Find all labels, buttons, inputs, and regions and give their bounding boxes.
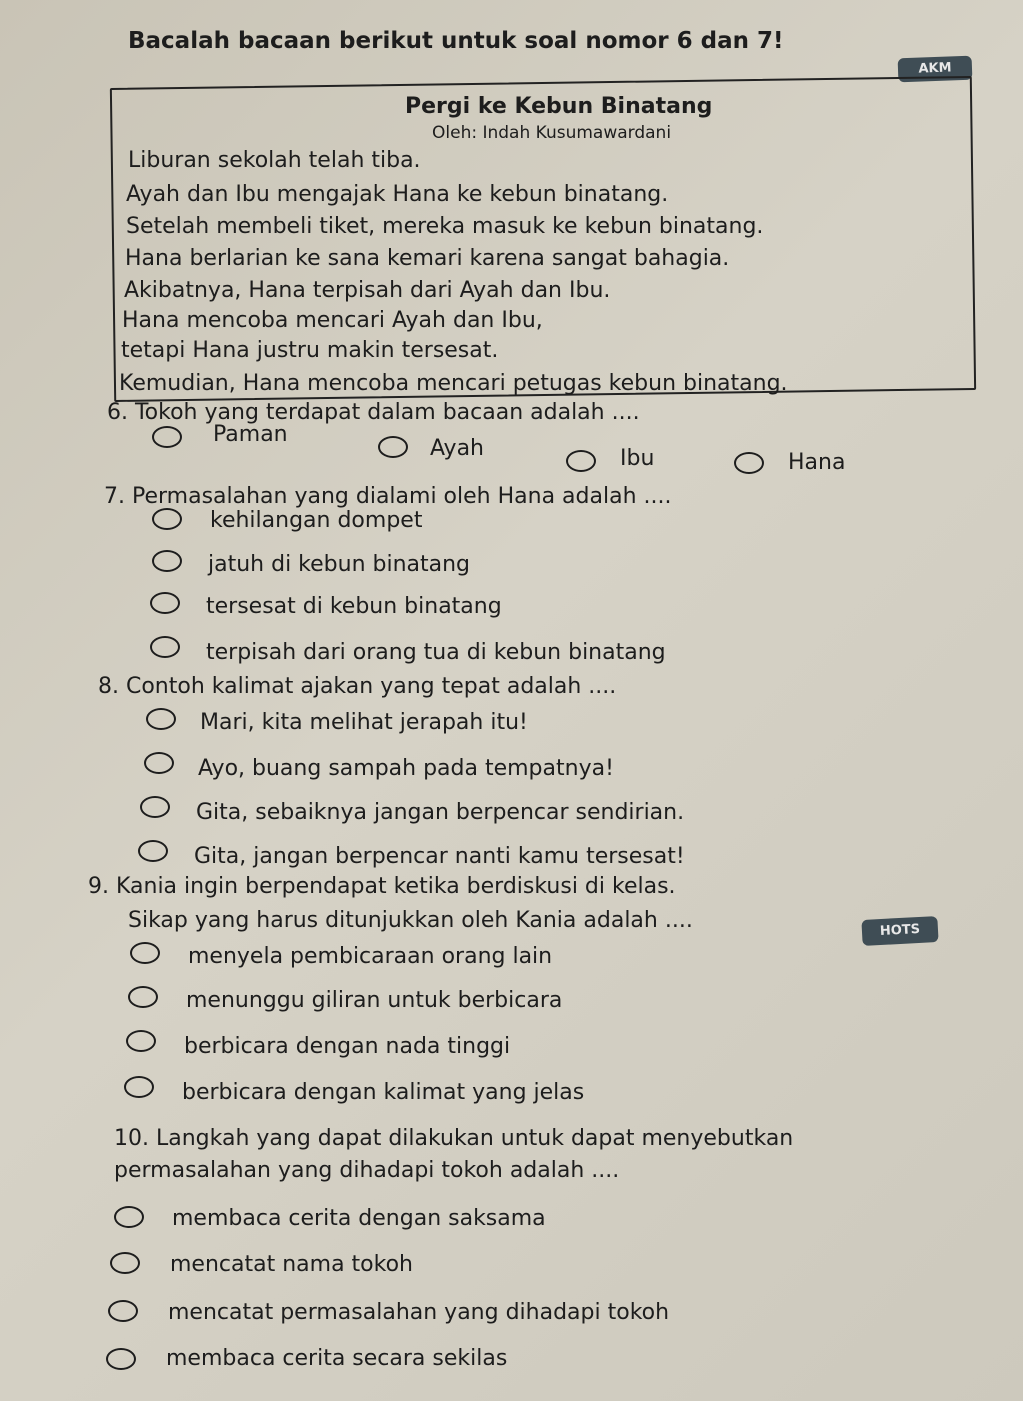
option-label: menunggu giliran untuk berbicara (186, 988, 563, 1013)
option-label: kehilangan dompet (210, 508, 423, 533)
story-line: Liburan sekolah telah tiba. (128, 148, 421, 173)
option-radio[interactable] (734, 452, 764, 474)
option-label: menyela pembicaraan orang lain (188, 944, 553, 969)
option-radio[interactable] (114, 1206, 144, 1228)
option-radio[interactable] (108, 1300, 138, 1322)
question-9: 9. Kania ingin berpendapat ketika berdiskusi di kelas. (88, 874, 676, 899)
question-8: 8. Contoh kalimat ajakan yang tepat adalah .... (98, 674, 617, 699)
akm-badge: AKM (898, 56, 973, 83)
option-label: berbicara dengan nada tinggi (184, 1034, 511, 1059)
option-radio[interactable] (152, 550, 182, 572)
option-radio[interactable] (126, 1030, 156, 1052)
option-radio[interactable] (152, 426, 182, 448)
option-radio[interactable] (106, 1348, 136, 1370)
question-10: 10. Langkah yang dapat dilakukan untuk dapat menyebutkan (114, 1126, 794, 1151)
question-7: 7. Permasalahan yang dialami oleh Hana adalah .... (104, 484, 672, 509)
story-title: Pergi ke Kebun Binatang (405, 94, 713, 119)
hots-badge: HOTS (861, 916, 938, 946)
option-label: mencatat permasalahan yang dihadapi tokoh (168, 1300, 670, 1325)
option-radio[interactable] (146, 708, 176, 730)
option-radio[interactable] (144, 752, 174, 774)
question-9-prompt: Sikap yang harus ditunjukkan oleh Kania adalah .... (128, 908, 693, 933)
option-label: Ayo, buang sampah pada tempatnya! (198, 756, 614, 781)
story-line: Hana mencoba mencari Ayah dan Ibu, (122, 308, 543, 333)
story-line: Kemudian, Hana mencoba mencari petugas kebun binatang. (119, 371, 788, 396)
option-label: Gita, sebaiknya jangan berpencar sendirian. (196, 800, 685, 825)
option-radio[interactable] (128, 986, 158, 1008)
option-radio[interactable] (566, 450, 596, 472)
story-line: tetapi Hana justru makin tersesat. (121, 338, 499, 363)
story-author: Oleh: Indah Kusumawardani (432, 123, 672, 143)
instruction-text: Bacalah bacaan berikut untuk soal nomor 6 dan 7! (128, 28, 784, 54)
option-label: Gita, jangan berpencar nanti kamu tersesat! (194, 844, 685, 869)
question-6: 6. Tokoh yang terdapat dalam bacaan adalah .... (107, 400, 640, 425)
option-radio[interactable] (130, 942, 160, 964)
option-radio[interactable] (150, 636, 180, 658)
option-label: Hana (788, 450, 846, 475)
option-label: tersesat di kebun binatang (206, 594, 502, 619)
option-label: Ibu (620, 446, 655, 471)
option-label: mencatat nama tokoh (170, 1252, 413, 1277)
option-radio[interactable] (378, 436, 408, 458)
question-10-prompt: permasalahan yang dihadapi tokoh adalah .... (114, 1158, 620, 1183)
option-radio[interactable] (152, 508, 182, 530)
option-label: jatuh di kebun binatang (208, 552, 471, 577)
option-label: Mari, kita melihat jerapah itu! (200, 710, 528, 735)
story-line: Hana berlarian ke sana kemari karena sangat bahagia. (125, 246, 730, 271)
option-label: Ayah (430, 436, 485, 461)
option-radio[interactable] (140, 796, 170, 818)
story-line: Akibatnya, Hana terpisah dari Ayah dan Ibu. (124, 278, 611, 303)
option-label: membaca cerita secara sekilas (166, 1346, 508, 1371)
story-line: Ayah dan Ibu mengajak Hana ke kebun binatang. (126, 182, 669, 207)
option-label: Paman (213, 422, 288, 447)
option-radio[interactable] (138, 840, 168, 862)
option-label: terpisah dari orang tua di kebun binatang (206, 640, 666, 665)
option-label: membaca cerita dengan saksama (172, 1206, 546, 1231)
story-line: Setelah membeli tiket, mereka masuk ke kebun binatang. (126, 214, 764, 239)
option-radio[interactable] (150, 592, 180, 614)
option-radio[interactable] (110, 1252, 140, 1274)
option-radio[interactable] (124, 1076, 154, 1098)
option-label: berbicara dengan kalimat yang jelas (182, 1080, 585, 1105)
